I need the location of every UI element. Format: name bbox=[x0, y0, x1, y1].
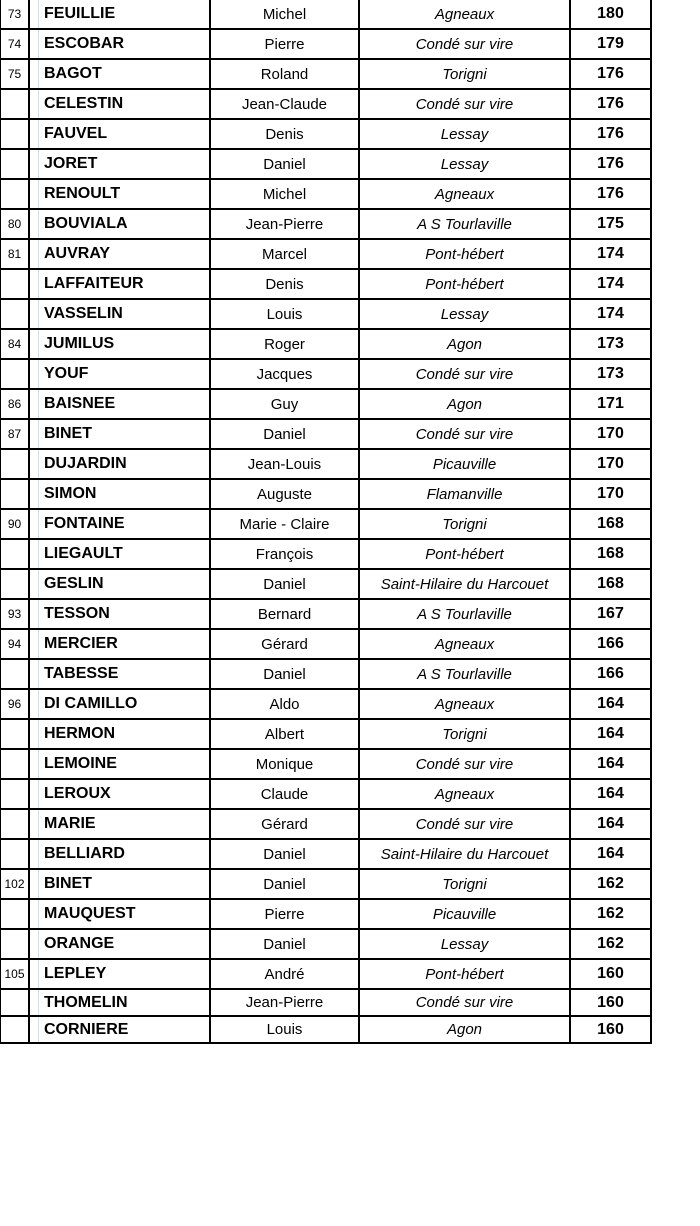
club-cell: Condé sur vire bbox=[359, 89, 570, 119]
last-name-cell: CORNIERE bbox=[29, 1016, 210, 1043]
rank-cell: 81 bbox=[1, 239, 30, 269]
last-name-cell: BELLIARD bbox=[29, 839, 210, 869]
rank-cell bbox=[1, 539, 30, 569]
first-name-cell: Daniel bbox=[210, 869, 359, 899]
first-name-cell: Daniel bbox=[210, 839, 359, 869]
rank-cell bbox=[1, 899, 30, 929]
first-name-cell: Jean-Claude bbox=[210, 89, 359, 119]
first-name-cell: Gérard bbox=[210, 629, 359, 659]
club-cell: Pont-hébert bbox=[359, 269, 570, 299]
score-cell: 173 bbox=[570, 329, 651, 359]
first-name-cell: Daniel bbox=[210, 149, 359, 179]
rank-cell: 96 bbox=[1, 689, 30, 719]
club-cell: Picauville bbox=[359, 449, 570, 479]
first-name-cell: Jean-Louis bbox=[210, 449, 359, 479]
score-cell: 168 bbox=[570, 569, 651, 599]
club-cell: A S Tourlaville bbox=[359, 599, 570, 629]
rank-cell bbox=[1, 569, 30, 599]
club-cell: Agon bbox=[359, 389, 570, 419]
last-name-cell: MERCIER bbox=[29, 629, 210, 659]
club-cell: A S Tourlaville bbox=[359, 659, 570, 689]
club-cell: Torigni bbox=[359, 869, 570, 899]
score-cell: 176 bbox=[570, 119, 651, 149]
first-name-cell: Pierre bbox=[210, 899, 359, 929]
table-row bbox=[1, 629, 652, 659]
table-row bbox=[1, 839, 652, 869]
first-name-cell: François bbox=[210, 539, 359, 569]
club-cell: Torigni bbox=[359, 509, 570, 539]
table-row bbox=[1, 59, 652, 89]
table-row bbox=[1, 479, 652, 509]
table-row bbox=[1, 299, 652, 329]
first-name-cell: Claude bbox=[210, 779, 359, 809]
club-cell: Agneaux bbox=[359, 629, 570, 659]
rank-cell bbox=[1, 449, 30, 479]
rank-cell bbox=[1, 749, 30, 779]
last-name-cell: LEROUX bbox=[29, 779, 210, 809]
first-name-cell: Daniel bbox=[210, 659, 359, 689]
table-row bbox=[1, 659, 652, 689]
table-row bbox=[1, 89, 652, 119]
table-row bbox=[1, 869, 652, 899]
table-row bbox=[1, 1016, 652, 1043]
club-cell: Picauville bbox=[359, 899, 570, 929]
table-row bbox=[1, 779, 652, 809]
last-name-cell: SIMON bbox=[29, 479, 210, 509]
rank-cell bbox=[1, 479, 30, 509]
rank-cell bbox=[1, 359, 30, 389]
first-name-cell: Albert bbox=[210, 719, 359, 749]
rank-cell bbox=[1, 149, 30, 179]
rank-cell bbox=[1, 1016, 30, 1043]
club-cell: Agneaux bbox=[359, 779, 570, 809]
last-name-cell: BOUVIALA bbox=[29, 209, 210, 239]
rank-cell bbox=[1, 929, 30, 959]
first-name-cell: Jean-Pierre bbox=[210, 989, 359, 1016]
first-name-cell: Gérard bbox=[210, 809, 359, 839]
last-name-cell: CELESTIN bbox=[29, 89, 210, 119]
club-cell: Torigni bbox=[359, 719, 570, 749]
last-name-cell: TABESSE bbox=[29, 659, 210, 689]
first-name-cell: Aldo bbox=[210, 689, 359, 719]
score-cell: 164 bbox=[570, 809, 651, 839]
last-name-cell: MAUQUEST bbox=[29, 899, 210, 929]
table-row bbox=[1, 149, 652, 179]
last-name-cell: FAUVEL bbox=[29, 119, 210, 149]
first-name-cell: Marcel bbox=[210, 239, 359, 269]
rank-cell: 94 bbox=[1, 629, 30, 659]
club-cell: Agon bbox=[359, 329, 570, 359]
last-name-cell: HERMON bbox=[29, 719, 210, 749]
last-name-cell: LEPLEY bbox=[29, 959, 210, 989]
last-name-cell: FEUILLIE bbox=[29, 0, 210, 29]
first-name-cell: Roland bbox=[210, 59, 359, 89]
score-cell: 162 bbox=[570, 899, 651, 929]
last-name-cell: AUVRAY bbox=[29, 239, 210, 269]
last-name-cell: BINET bbox=[29, 419, 210, 449]
rank-cell bbox=[1, 299, 30, 329]
last-name-cell: VASSELIN bbox=[29, 299, 210, 329]
club-cell: Agon bbox=[359, 1016, 570, 1043]
club-cell: Pont-hébert bbox=[359, 539, 570, 569]
table-row bbox=[1, 809, 652, 839]
score-cell: 168 bbox=[570, 539, 651, 569]
rank-cell bbox=[1, 839, 30, 869]
last-name-cell: YOUF bbox=[29, 359, 210, 389]
table-row bbox=[1, 119, 652, 149]
rank-cell bbox=[1, 89, 30, 119]
last-name-cell: LAFFAITEUR bbox=[29, 269, 210, 299]
score-cell: 174 bbox=[570, 269, 651, 299]
last-name-cell: BINET bbox=[29, 869, 210, 899]
score-cell: 168 bbox=[570, 509, 651, 539]
score-cell: 176 bbox=[570, 179, 651, 209]
first-name-cell: Monique bbox=[210, 749, 359, 779]
first-name-cell: Jacques bbox=[210, 359, 359, 389]
first-name-cell: Denis bbox=[210, 119, 359, 149]
last-name-cell: THOMELIN bbox=[29, 989, 210, 1016]
table-row bbox=[1, 569, 652, 599]
club-cell: Pont-hébert bbox=[359, 959, 570, 989]
last-name-cell: LIEGAULT bbox=[29, 539, 210, 569]
table-row bbox=[1, 539, 652, 569]
club-cell: Torigni bbox=[359, 59, 570, 89]
score-cell: 162 bbox=[570, 929, 651, 959]
table-row bbox=[1, 179, 652, 209]
table-row bbox=[1, 989, 652, 1016]
last-name-cell: FONTAINE bbox=[29, 509, 210, 539]
score-cell: 173 bbox=[570, 359, 651, 389]
last-name-cell: DUJARDIN bbox=[29, 449, 210, 479]
first-name-cell: Auguste bbox=[210, 479, 359, 509]
club-cell: Condé sur vire bbox=[359, 419, 570, 449]
score-cell: 164 bbox=[570, 749, 651, 779]
rank-cell: 80 bbox=[1, 209, 30, 239]
table-row bbox=[1, 359, 652, 389]
table-row bbox=[1, 269, 652, 299]
rank-cell bbox=[1, 989, 30, 1016]
score-cell: 166 bbox=[570, 629, 651, 659]
rank-cell bbox=[1, 119, 30, 149]
score-cell: 176 bbox=[570, 59, 651, 89]
table-row bbox=[1, 959, 652, 989]
score-cell: 170 bbox=[570, 419, 651, 449]
club-cell: Pont-hébert bbox=[359, 239, 570, 269]
rank-cell: 93 bbox=[1, 599, 30, 629]
last-name-cell: LEMOINE bbox=[29, 749, 210, 779]
table-row bbox=[1, 209, 652, 239]
score-cell: 174 bbox=[570, 299, 651, 329]
club-cell: Lessay bbox=[359, 119, 570, 149]
score-cell: 167 bbox=[570, 599, 651, 629]
rank-cell: 102 bbox=[1, 869, 30, 899]
club-cell: Lessay bbox=[359, 929, 570, 959]
last-name-cell: BAGOT bbox=[29, 59, 210, 89]
first-name-cell: Roger bbox=[210, 329, 359, 359]
club-cell: Lessay bbox=[359, 299, 570, 329]
first-name-cell: Pierre bbox=[210, 29, 359, 59]
club-cell: Agneaux bbox=[359, 0, 570, 29]
rank-cell bbox=[1, 179, 30, 209]
last-name-cell: GESLIN bbox=[29, 569, 210, 599]
score-cell: 180 bbox=[570, 0, 651, 29]
club-cell: A S Tourlaville bbox=[359, 209, 570, 239]
score-cell: 171 bbox=[570, 389, 651, 419]
score-cell: 164 bbox=[570, 779, 651, 809]
rank-cell bbox=[1, 719, 30, 749]
club-cell: Saint-Hilaire du Harcouet bbox=[359, 839, 570, 869]
last-name-cell: BAISNEE bbox=[29, 389, 210, 419]
table-row bbox=[1, 449, 652, 479]
club-cell: Agneaux bbox=[359, 689, 570, 719]
table-row bbox=[1, 29, 652, 59]
last-name-cell: MARIE bbox=[29, 809, 210, 839]
table-row bbox=[1, 719, 652, 749]
club-cell: Condé sur vire bbox=[359, 989, 570, 1016]
last-name-cell: RENOULT bbox=[29, 179, 210, 209]
rank-cell: 87 bbox=[1, 419, 30, 449]
rank-cell: 105 bbox=[1, 959, 30, 989]
rank-cell bbox=[1, 659, 30, 689]
rank-cell bbox=[1, 779, 30, 809]
first-name-cell: Michel bbox=[210, 179, 359, 209]
score-cell: 164 bbox=[570, 839, 651, 869]
last-name-cell: ESCOBAR bbox=[29, 29, 210, 59]
rank-cell: 73 bbox=[1, 0, 30, 29]
first-name-cell: Denis bbox=[210, 269, 359, 299]
score-cell: 174 bbox=[570, 239, 651, 269]
club-cell: Lessay bbox=[359, 149, 570, 179]
first-name-cell: Louis bbox=[210, 1016, 359, 1043]
club-cell: Saint-Hilaire du Harcouet bbox=[359, 569, 570, 599]
table-row bbox=[1, 419, 652, 449]
score-cell: 166 bbox=[570, 659, 651, 689]
club-cell: Flamanville bbox=[359, 479, 570, 509]
last-name-cell: ORANGE bbox=[29, 929, 210, 959]
table-row bbox=[1, 329, 652, 359]
table-row bbox=[1, 689, 652, 719]
score-cell: 170 bbox=[570, 479, 651, 509]
rank-cell bbox=[1, 809, 30, 839]
score-cell: 164 bbox=[570, 719, 651, 749]
last-name-cell: JUMILUS bbox=[29, 329, 210, 359]
table-row bbox=[1, 0, 652, 29]
score-cell: 160 bbox=[570, 959, 651, 989]
rank-cell: 75 bbox=[1, 59, 30, 89]
rank-cell bbox=[1, 269, 30, 299]
score-cell: 164 bbox=[570, 689, 651, 719]
first-name-cell: Jean-Pierre bbox=[210, 209, 359, 239]
club-cell: Condé sur vire bbox=[359, 809, 570, 839]
club-cell: Condé sur vire bbox=[359, 359, 570, 389]
table-row bbox=[1, 899, 652, 929]
table-row bbox=[1, 599, 652, 629]
last-name-cell: DI CAMILLO bbox=[29, 689, 210, 719]
score-cell: 176 bbox=[570, 149, 651, 179]
first-name-cell: Louis bbox=[210, 299, 359, 329]
score-cell: 162 bbox=[570, 869, 651, 899]
club-cell: Agneaux bbox=[359, 179, 570, 209]
first-name-cell: Michel bbox=[210, 0, 359, 29]
first-name-cell: André bbox=[210, 959, 359, 989]
table-row bbox=[1, 509, 652, 539]
table-row bbox=[1, 389, 652, 419]
rank-cell: 90 bbox=[1, 509, 30, 539]
rank-cell: 84 bbox=[1, 329, 30, 359]
first-name-cell: Guy bbox=[210, 389, 359, 419]
rank-cell: 74 bbox=[1, 29, 30, 59]
club-cell: Condé sur vire bbox=[359, 749, 570, 779]
first-name-cell: Daniel bbox=[210, 569, 359, 599]
first-name-cell: Marie - Claire bbox=[210, 509, 359, 539]
first-name-cell: Daniel bbox=[210, 929, 359, 959]
score-cell: 170 bbox=[570, 449, 651, 479]
table-row bbox=[1, 749, 652, 779]
score-cell: 175 bbox=[570, 209, 651, 239]
first-name-cell: Bernard bbox=[210, 599, 359, 629]
score-cell: 160 bbox=[570, 1016, 651, 1043]
last-name-cell: JORET bbox=[29, 149, 210, 179]
first-name-cell: Daniel bbox=[210, 419, 359, 449]
table-row bbox=[1, 929, 652, 959]
club-cell: Condé sur vire bbox=[359, 29, 570, 59]
score-cell: 176 bbox=[570, 89, 651, 119]
score-cell: 160 bbox=[570, 989, 651, 1016]
table-row bbox=[1, 239, 652, 269]
rank-cell: 86 bbox=[1, 389, 30, 419]
last-name-cell: TESSON bbox=[29, 599, 210, 629]
score-cell: 179 bbox=[570, 29, 651, 59]
